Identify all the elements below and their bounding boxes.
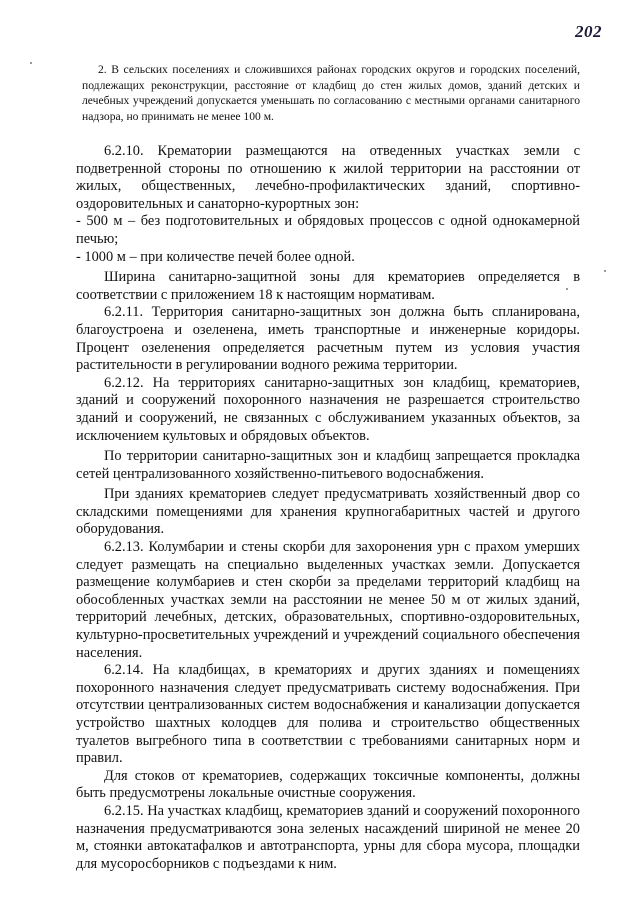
scan-speck <box>604 270 606 272</box>
paragraph-6-2-13: 6.2.13. Колумбарии и стены скорби для захоронения урн с прахом умерших следует размещать на специально выделенных участках земли. Допускается размещение колумбариев и стен скорби за пределами территорий кладбищ на обособленных участках земли на расстоянии не менее 50 м от жилых зданий, территорий лечебных, детских, образовательных, спортивно-оздоровительных, культурно-просветительных учреждений и учреждений социального обеспечения населения. <box>76 539 580 661</box>
scan-speck <box>566 288 568 290</box>
list-item-500m: - 500 м – без подготовительных и обрядовых процессов с одной однокамерной печью; <box>76 213 580 247</box>
paragraph-toxic-runoff: Для стоков от крематориев, содержащих токсичные компоненты, должны быть предусмотрены локальные очистные сооружения. <box>76 767 580 802</box>
paragraph-6-2-12: 6.2.12. На территориях санитарно-защитных зон кладбищ, крематориев, зданий и сооружений похоронного назначения не разрешается строительство зданий и сооружений, не связанных с обслуживанием указанных объектов, за исключением культовых и обрядовых объектов. <box>76 374 580 444</box>
paragraph-crematorium-yard: При зданиях крематориев следует предусматривать хозяйственный двор со складскими помещениями для хранения крупногабаритных частей и другого оборудования. <box>76 486 580 538</box>
paragraph-6-2-11: 6.2.11. Территория санитарно-защитных зон должна быть спланирована, благоустроена и озеленена, иметь транспортные и инженерные коридоры. Процент озеленения определяется расчетным путем из условия участия растительности в регулировании водного режима территории. <box>76 304 580 374</box>
page-number: 202 <box>575 22 602 41</box>
paragraph-6-2-10: 6.2.10. Крематории размещаются на отведенных участках земли с подветренной стороны по отношению к жилой территории на расстоянии от жилых, общественных, лечебно-профилактических зданий, спортивно-оздоровительных и санаторно-курортных зон: <box>76 143 580 212</box>
footnote-paragraph: 2. В сельских поселениях и сложившихся районах городских округов и городских поселений, подлежащих реконструкции, расстояние от кладбищ до стен жилых домов, зданий детских и лечебных учреждений допускается уменьшать по согласованию с местными органами санитарного надзора, но принимать не менее 100 м. <box>82 63 580 123</box>
list-item-1000m: - 1000 м – при количестве печей более одной. <box>76 248 355 265</box>
paragraph-water-supply-ban: По территории санитарно-защитных зон и кладбищ запрещается прокладка сетей централизованного хозяйственно-питьевого водоснабжения. <box>76 448 580 482</box>
paragraph-sanitary-zone-width: Ширина санитарно-защитной зоны для крематориев определяется в соответствии с приложением 18 к настоящим нормативам. <box>76 269 580 303</box>
paragraph-6-2-14: 6.2.14. На кладбищах, в крематориях и других зданиях и помещениях похоронного назначения следует предусматривать систему водоснабжения. При отсутствии централизованных систем водоснабжения и канализации допускается устройство шахтных колодцев для полива и строительство общественных туалетов выгребного типа в соответствии с требованиями санитарных норм и правил. <box>76 662 580 767</box>
paragraph-6-2-15: 6.2.15. На участках кладбищ, крематориев зданий и сооружений похоронного назначения предусматриваются зона зеленых насаждений шириной не менее 20 м, стоянки автокатафалков и автотранспорта, урны для сбора мусора, площадки для мусоросборников с подъездами к ним. <box>76 802 580 872</box>
scan-speck <box>30 62 32 64</box>
document-body <box>76 140 580 873</box>
